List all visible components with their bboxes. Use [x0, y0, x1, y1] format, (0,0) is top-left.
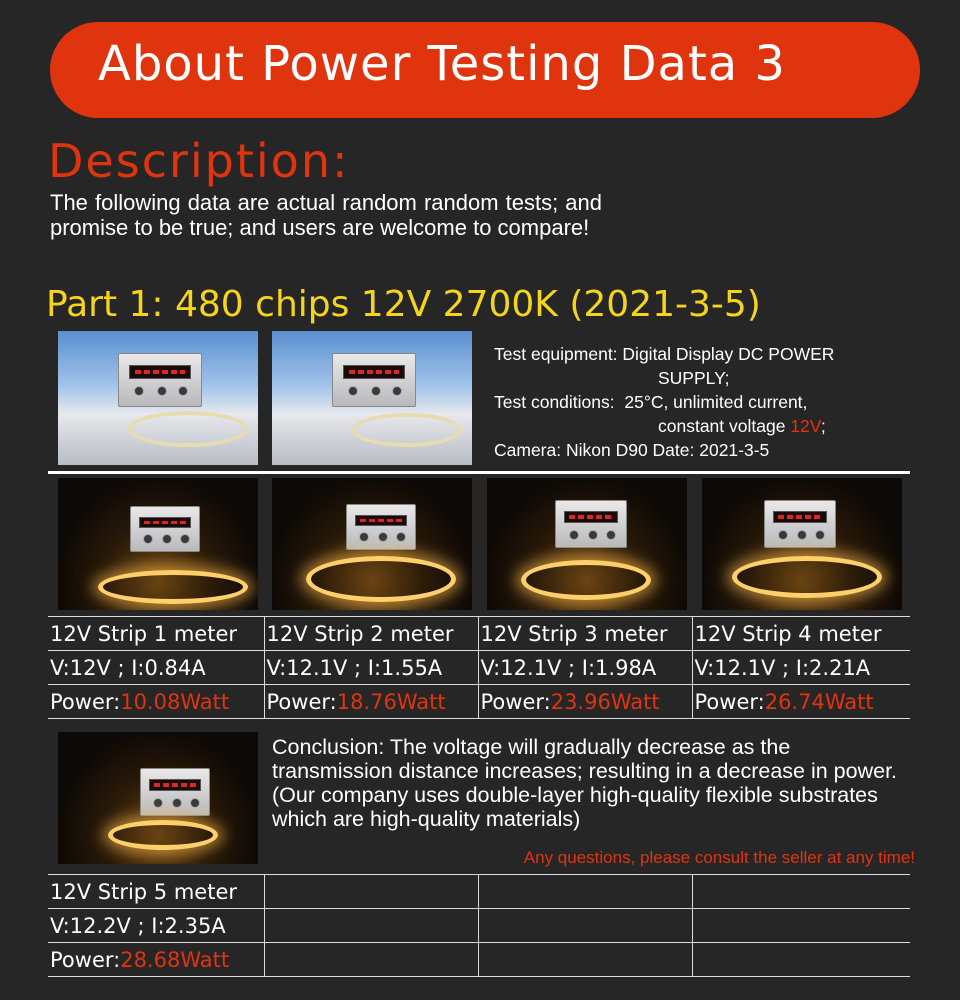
conditions-voltage-prefix: constant voltage: [658, 416, 791, 436]
empty-cell: [692, 943, 910, 977]
strip-1-label: 12V Strip 1 meter: [48, 617, 264, 651]
results-table-5m: [48, 874, 910, 977]
empty-cell: [478, 943, 692, 977]
empty-cell: [264, 943, 478, 977]
strip-2-power: [264, 685, 478, 719]
strip-3-power: [478, 685, 692, 719]
power-value: 26.74Watt: [764, 689, 874, 714]
equipment-label: Test equipment:: [494, 344, 618, 364]
table-row: [48, 909, 910, 943]
conclusion-text: Conclusion: The voltage will gradually decrease as the transmission distance increases; resulting in a decrease in power.(Our company uses double-layer high-quality flexible substrates which are high-quality materials): [272, 735, 898, 831]
power-value: 18.76Watt: [336, 689, 446, 714]
strip-5-vi: V:12.2V ; I:2.35A: [48, 909, 264, 943]
description-heading: Description:: [48, 134, 350, 188]
conditions-label: Test conditions:: [494, 392, 615, 412]
equipment-value-cont: SUPPLY;: [658, 368, 730, 388]
strip-4-label: 12V Strip 4 meter: [692, 617, 910, 651]
strip-3-label: 12V Strip 3 meter: [478, 617, 692, 651]
page-title: About Power Testing Data 3: [98, 36, 786, 92]
power-value: 10.08Watt: [120, 689, 230, 714]
empty-cell: [478, 875, 692, 909]
table-row: [48, 875, 910, 909]
table-row: [48, 617, 910, 651]
strip-3-vi: V:12.1V ; I:1.98A: [478, 651, 692, 685]
strip-5-label: 12V Strip 5 meter: [48, 875, 264, 909]
test-photo-4m: [702, 478, 902, 610]
empty-cell: [692, 875, 910, 909]
strip-1-vi: V:12V ; I:0.84A: [48, 651, 264, 685]
strip-4-vi: V:12.1V ; I:2.21A: [692, 651, 910, 685]
table-row: [48, 943, 910, 977]
results-table: [48, 616, 910, 719]
test-info: [494, 342, 934, 462]
test-photo-5m: [58, 732, 258, 864]
table-row: [48, 651, 910, 685]
power-label: Power:: [50, 689, 121, 714]
test-photo-3m: [487, 478, 687, 610]
power-value: 23.96Watt: [550, 689, 660, 714]
power-label: Power:: [266, 689, 337, 714]
camera-line: Camera: Nikon D90 Date: 2021-3-5: [494, 440, 770, 460]
contact-note: Any questions, please consult the seller at any time!: [523, 848, 915, 867]
empty-cell: [478, 909, 692, 943]
title-banner: [50, 22, 920, 118]
power-label: Power:: [480, 689, 551, 714]
empty-cell: [264, 909, 478, 943]
test-photo-2m: [272, 478, 472, 610]
section-divider: [48, 471, 910, 474]
strip-2-vi: V:12.1V ; I:1.55A: [264, 651, 478, 685]
empty-cell: [264, 875, 478, 909]
strip-4-power: [692, 685, 910, 719]
conditions-voltage-suffix: ;: [820, 416, 826, 436]
equipment-value: Digital Display DC POWER: [622, 344, 835, 364]
empty-cell: [692, 909, 910, 943]
power-label: Power:: [50, 947, 121, 972]
strip-1-power: [48, 685, 264, 719]
strip-5-power: [48, 943, 264, 977]
setup-photo-1: [58, 331, 258, 465]
test-photo-1m: [58, 478, 258, 610]
conditions-voltage: 12V: [790, 416, 821, 436]
power-label: Power:: [694, 689, 765, 714]
power-value: 28.68Watt: [120, 947, 230, 972]
strip-2-label: 12V Strip 2 meter: [264, 617, 478, 651]
table-row: [48, 685, 910, 719]
description-text: The following data are actual random random tests; and promise to be true; and users are welcome to compare!: [50, 190, 602, 240]
conditions-value: 25°C, unlimited current,: [624, 392, 808, 412]
setup-photo-2: [272, 331, 472, 465]
part1-title: Part 1: 480 chips 12V 2700K (2021-3-5): [46, 284, 761, 325]
